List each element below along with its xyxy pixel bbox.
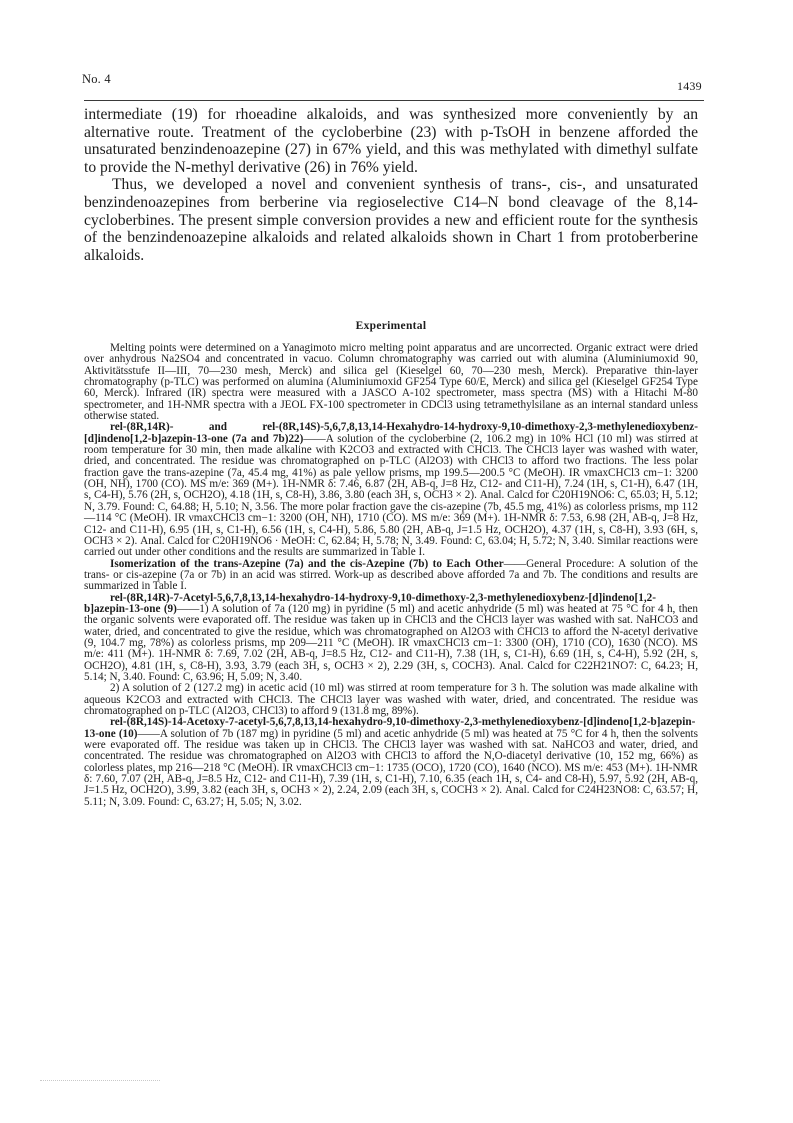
intro-paragraph-2: Thus, we developed a novel and convenient synthesis of trans-, cis-, and unsaturated benzindenoazepines from berberine via regioselective C14–N bond cleavage of the 8,14-cycloberbines. The present simple conversion provides a new and efficient route for the synthesis of the benzindenoazepine alkaloids and related alkaloids shown in Chart 1 from protoberberine alkaloids. xyxy=(84,176,698,264)
compound-9-paragraph xyxy=(84,593,698,684)
compound-10-heading: rel-(8R,14S)-14-Acetoxy-7-acetyl-5,6,7,8,13,14-hexahydro-9,10-dimethoxy-2,3-methylenedioxybenz-[d]indeno[1,2-b]azepin-13-one (10) xyxy=(84,716,696,740)
compound-9-body: ——1) A solution of 7a (120 mg) in pyridine (5 ml) and acetic anhydride (5 ml) was heated at 75 °C for 4 h, then the organic solvents were evaporated off. The residue was taken up in CHCl3 and the CHCl3 layer was washed with sat. NaHCO3 and water, dried, and concentrated to give the residue, which was chromatographed on Al2O3 with CHCl3 to afford the N-acetyl derivative (9, 104.7 mg, 78%) as colorless prisms, mp 209—211 °C (MeOH). IR νmaxCHCl3 cm−1: 3300 (OH), 1710 (CO), 1630 (NCO). MS m/e: 411 (M+). 1H-NMR δ: 7.69, 7.02 (2H, AB-q, J=8.5 Hz, C12- and C11-H), 7.38 (1H, s, C1-H), 6.69 (1H, s, C4-H), 5.92 (2H, s, OCH2O), 4.81 (1H, s, C8-H), 3.93, 3.79 (each 3H, s, OCH3 × 2), 2.29 (3H, s, COCH3). Anal. Calcd for C22H21NO7: C, 64.23; H, 5.14; N, 3.40. Found: C, 63.96; H, 5.09; N, 3.40. xyxy=(84,602,698,683)
general-methods-paragraph: Melting points were determined on a Yanagimoto micro melting point apparatus and are uncorrected. Organic extract were dried over anhydrous Na2SO4 and concentrated in vacuo. Column chromatography was carried out with alumina (Aluminiumoxid 90, Aktivitätsstufe II—III, 70—230 mesh, Merck) and silica gel (Kieselgel 60, 70—230 mesh, Merck). Preparative thin-layer chromatography (p-TLC) was performed on alumina (Aluminiumoxid GF254 Type 60/E, Merck) and silica gel (Kieselgel GF254 Type 60, Merck). Infrared (IR) spectra were measured with a JASCO A-102 spectrometer, mass spectra (MS) with a Hitachi M-80 spectrometer, and 1H-NMR spectra with a JEOL FX-100 spectrometer in CDCl3 using tetramethylsilane as an internal standard unless otherwise stated. xyxy=(84,342,698,423)
isomerization-paragraph xyxy=(84,559,698,593)
compound-7a-7b-heading: rel-(8R,14R)- and rel-(8R,14S)-5,6,7,8,13,14-Hexahydro-14-hydroxy-9,10-dimethoxy-2,3-methylenedioxybenz-[d]indeno[1,2-b]azepin-13-one (7a and 7b)22) xyxy=(84,421,698,445)
compound-10-paragraph xyxy=(84,717,698,808)
experimental-section xyxy=(84,343,698,808)
isomerization-body: ——General Procedure: A solution of the trans- or cis-azepine (7a or 7b) in an acid was stirred. Work-up as described above afforded 7a and 7b. The conditions and results are summarized in Table I. xyxy=(84,557,698,593)
compound-9-method-2-paragraph: 2) A solution of 2 (127.2 mg) in acetic acid (10 ml) was stirred at room temperature for 3 h. The solution was made alkaline with aqueous K2CO3 and extracted with CHCl3. The CHCl3 layer was washed with water, dried, and concentrated. The residue was chromatographed on p-TLC (Al2O3, CHCl3) to afford 9 (131.8 mg, 89%). xyxy=(84,682,698,717)
scan-artifact xyxy=(40,1080,160,1081)
journal-issue: No. 4 xyxy=(82,72,111,86)
compound-9-heading: rel-(8R,14R)-7-Acetyl-5,6,7,8,13,14-hexahydro-14-hydroxy-9,10-dimethoxy-2,3-methylenedioxybenz-[d]indeno[1,2-b]azepin-13-one (9) xyxy=(84,591,656,615)
section-title-experimental: Experimental xyxy=(355,320,427,332)
compound-7a-7b-body: ——A solution of the cycloberbine (2, 106.2 mg) in 10% HCl (10 ml) was stirred at room temperature for 30 min, then made alkaline with K2CO3 and extracted with CHCl3. The CHCl3 layer was washed with water, dried, and concentrated. The residue was chromatographed on p-TLC (Al2O3) with CHCl3 to afford two fractions. The less polar fraction gave the trans-azepine (7a, 45.4 mg, 41%) as pale yellow prisms, mp 199.5—200.5 °C (MeOH). IR νmaxCHCl3 cm−1: 3200 (OH, NH), 1700 (CO). MS m/e: 369 (M+). 1H-NMR δ: 7.46, 6.87 (2H, AB-q, J=8 Hz, C12- and C11-H), 7.24 (1H, s, C1-H), 6.47 (1H, s, C4-H), 5.76 (2H, s, OCH2O), 4.18 (1H, s, C8-H), 3.86, 3.80 (each 3H, s, OCH3 × 2). Anal. Calcd for C20H19NO6: C, 65.03; H, 5.12; N, 3.79. Found: C, 64.88; H, 5.10; N, 3.56. The more polar fraction gave the cis-azepine (7b, 45.5 mg, 41%) as colorless prisms, mp 112—114 °C (MeOH). IR νmaxCHCl3 cm−1: 3200 (OH, NH), 1710 (CO). MS m/e: 369 (M+). 1H-NMR δ: 7.53, 6.98 (2H, AB-q, J=8 Hz, C12- and C11-H), 6.95 (1H, s, C1-H), 6.56 (1H, s, C4-H), 5.86, 5.80 (2H, AB-q, J=1.5 Hz, OCH2O), 4.37 (1H, s, C8-H), 3.93 (6H, s, OCH3 × 2). Anal. Calcd for C20H19NO6 · MeOH: C, 62.84; H, 5.78; N, 3.49. Found: C, 63.04; H, 5.72; N, 3.40. Similar reactions were carried out under other conditions and the results are summarized in Table I. xyxy=(84,432,698,559)
header-rule xyxy=(84,100,704,101)
compound-7a-7b-paragraph xyxy=(84,422,698,558)
page-number: 1439 xyxy=(677,79,702,93)
isomerization-heading: Isomerization of the trans-Azepine (7a) and the cis-Azepine (7b) to Each Other xyxy=(110,557,504,570)
intro-paragraph-1: intermediate (19) for rhoeadine alkaloids, and was synthesized more conveniently by an alternative route. Treatment of the cycloberbine (23) with p-TsOH in benzene afforded the unsaturated benzindenoazepine (27) in 67% yield, and this was methylated with dimethyl sulfate to provide the N-methyl derivative (26) in 76% yield. xyxy=(84,106,698,176)
intro-section xyxy=(84,106,698,264)
compound-10-body: ——A solution of 7b (187 mg) in pyridine (5 ml) and acetic anhydride (5 ml) was heated at 75 °C for 4 h, then the solvents were evaporated off. The residue was taken up in CHCl3. The CHCl3 layer was washed with sat. NaHCO3 and water, dried, and concentrated. The residue was chromatographed on Al2O3 with CHCl3 to afford the N,O-diacetyl derivative (10, 152 mg, 66%) as colorless plates, mp 216—218 °C (MeOH). IR νmaxCHCl3 cm−1: 1735 (OCO), 1720 (CO), 1640 (NCO). MS m/e: 453 (M+). 1H-NMR δ: 7.60, 7.07 (2H, AB-q, J=8.5 Hz, C12- and C11-H), 7.39 (1H, s, C1-H), 7.10, 6.35 (each 1H, s, C4- and C8-H), 5.97, 5.92 (2H, AB-q, J=1.5 Hz, OCH2O), 3.99, 3.82 (each 3H, s, OCH3 × 2), 2.24, 2.09 (each 3H, s, COCH3 × 2). Anal. Calcd for C24H23NO8: C, 63.57; H, 5.11; N, 3.09. Found: C, 63.27; H, 5.05; N, 3.02. xyxy=(84,727,698,808)
